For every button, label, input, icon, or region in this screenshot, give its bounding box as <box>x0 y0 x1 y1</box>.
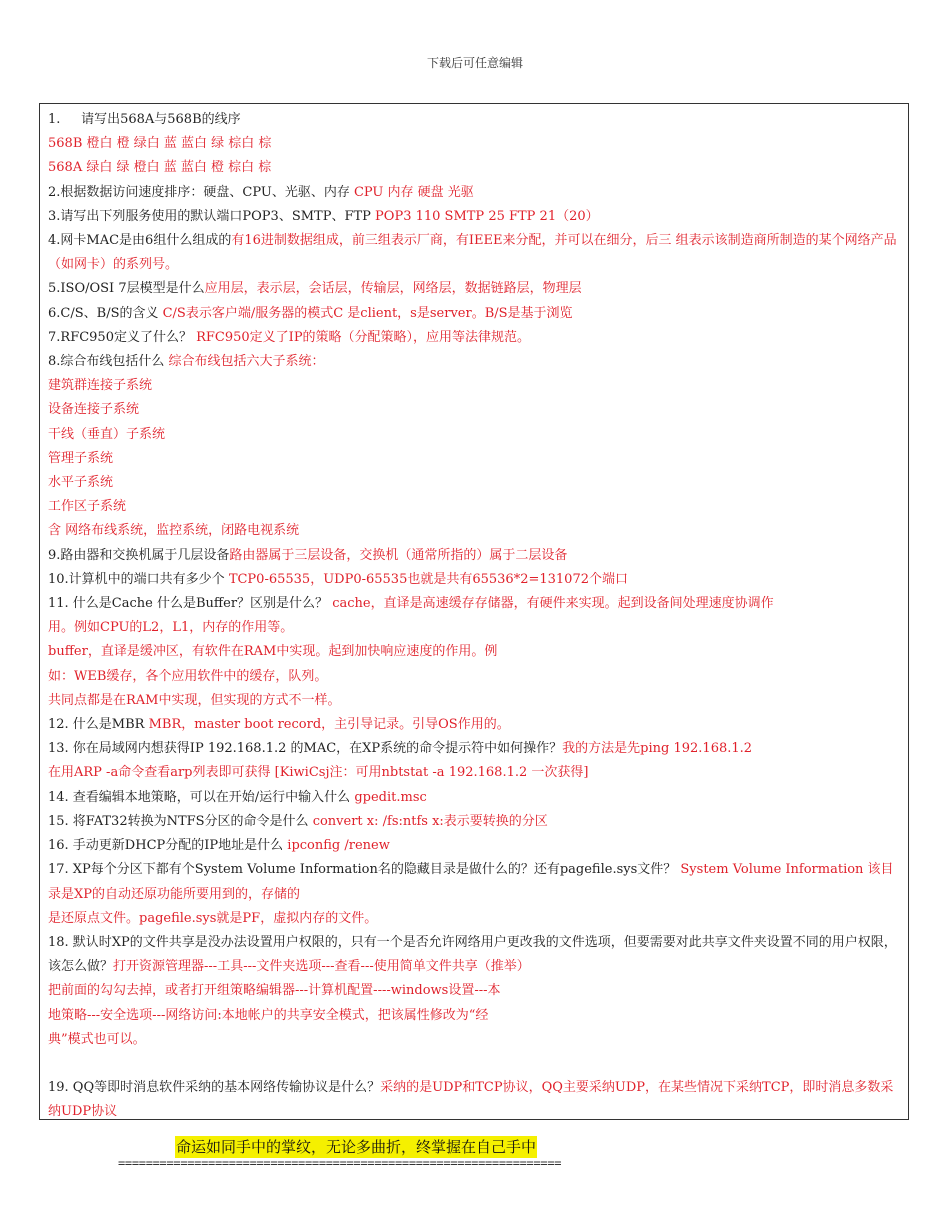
answer-text: C/S表示客户端/服务器的模式C 是client，s是server。B/S是基于浏览 <box>162 305 573 321</box>
answer-text: 打开资源管理器---工具---文件夹选项---查看---使用简单文件共享（推举） <box>113 959 530 975</box>
footer-motto: 命运如同手中的掌纹，无论多曲折，终掌握在自己手中 <box>176 1138 537 1156</box>
qa-line <box>48 108 900 132</box>
answer-text: 建筑群连接子系统 <box>48 378 153 394</box>
answer-text: ipconfig /renew <box>287 838 390 854</box>
qa-line <box>48 834 900 858</box>
answer-text: 水平子系统 <box>48 475 114 491</box>
question-text: 13. 你在局域网内想获得IP 192.168.1.2 的MAC，在XP系统的命令提示符中如何操作？ <box>48 741 563 757</box>
answer-text: 干线（垂直）子系统 <box>48 426 166 442</box>
qa-line <box>48 592 900 616</box>
question-text: 18. 默认时XP的文件共享是没办法设置用户权限的，只有一个是否允许网络用户更改我的文件选项，但要需要对此共享文件夹设置不同的用户权限，该怎么做？ <box>48 934 897 975</box>
answer-text: 典”模式也可以。 <box>48 1031 146 1047</box>
answer-text: POP3 110 SMTP 25 FTP 21（20） <box>375 208 599 224</box>
question-text: 5.ISO/OSI 7层模型是什么 <box>48 281 205 297</box>
qa-line <box>48 398 900 422</box>
answer-text: 路由器属于三层设备，交换机（通常所指的）属于二层设备 <box>229 547 568 563</box>
question-text: 3.请写出下列服务使用的默认端口POP3、SMTP、FTP <box>48 208 376 224</box>
answer-text: System Volume Information 该目录是XP的自动还原功能所要用到的，存储的 <box>48 862 894 902</box>
qa-line <box>48 737 900 761</box>
question-text: 8.综合布线包括什么 <box>48 354 169 370</box>
question-text: 7.RFC950定义了什么？ <box>48 329 197 345</box>
answer-text: RFC950定义了IP的策略（分配策略），应用等法律规范。 <box>196 329 531 345</box>
answer-text: cache，直译是高速缓存存储器，有硬件来实现。起到设备间处理速度协调作 <box>332 596 774 612</box>
qa-line <box>48 544 900 568</box>
answer-text: 管理子系统 <box>48 450 114 466</box>
qa-line <box>48 1004 900 1028</box>
question-text: 19. QQ等即时消息软件采纳的基本网络传输协议是什么？ <box>48 1080 381 1096</box>
answer-text: 我的方法是先ping 192.168.1.2 <box>562 741 753 757</box>
answer-text: 在用ARP -a命令查看arp列表即可获得 [KiwiCsj注：可用nbtstat -a 192.168.1.2 一次获得] <box>48 765 589 781</box>
answer-text: 采纳的是UDP和TCP协议，QQ主要采纳UDP，在某些情况下采纳TCP，即时消息多数采纳UDP协议 <box>48 1080 894 1120</box>
qa-line <box>48 907 900 931</box>
answer-text: 含 网络布线系统，监控系统，闭路电视系统 <box>48 523 300 539</box>
question-text: 10.计算机中的端口共有多少个 <box>48 571 229 587</box>
qa-line <box>48 495 900 519</box>
qa-line <box>48 1052 900 1076</box>
qa-line <box>48 1076 900 1124</box>
answer-text: 568B 橙白 橙 绿白 蓝 蓝白 绿 棕白 棕 <box>48 136 272 152</box>
answer-text: 应用层，表示层，会话层，传输层，网络层，数据链路层，物理层 <box>204 281 582 297</box>
answer-text: 如：WEB缓存，各个应用软件中的缓存，队列。 <box>48 668 328 684</box>
answer-text: 是还原点文件。pagefile.sys就是PF，虚拟内存的文件。 <box>48 910 378 926</box>
question-text: 2.根据数据访问速度排序：硬盘、CPU、光驱、内存 <box>48 184 354 200</box>
qa-line <box>48 689 900 713</box>
qa-line <box>48 156 900 180</box>
qa-line <box>48 277 900 301</box>
answer-text: 工作区子系统 <box>48 499 127 515</box>
qa-line <box>48 326 900 350</box>
answer-text: buffer，直译是缓冲区，有软件在RAM中实现。起到加快响应速度的作用。例 <box>48 644 498 660</box>
answer-text: 设备连接子系统 <box>48 402 140 418</box>
question-text: 4.网卡MAC是由6组什么组成的 <box>48 233 232 249</box>
qa-line <box>48 423 900 447</box>
qa-line <box>48 205 900 229</box>
qa-line <box>48 447 900 471</box>
question-text: 17. XP每个分区下都有个System Volume Information名的隐藏目录是做什么的？还有pagefile.sys文件？ <box>48 862 681 878</box>
question-text: 15. 将FAT32转换为NTFS分区的命令是什么 <box>48 813 313 829</box>
answer-text: 568A 绿白 绿 橙白 蓝 蓝白 橙 棕白 棕 <box>48 160 272 176</box>
qa-line <box>48 665 900 689</box>
qa-line <box>48 858 900 906</box>
question-text: 11. 什么是Cache 什么是Buffer？区别是什么？ <box>48 596 333 612</box>
footer-divider: ================================================================ <box>118 1156 562 1170</box>
qa-line <box>48 374 900 398</box>
qa-content-box <box>39 103 909 1120</box>
qa-line <box>48 810 900 834</box>
answer-text: 共同点都是在RAM中实现，但实现的方式不一样。 <box>48 692 341 708</box>
qa-line <box>48 132 900 156</box>
question-text: 12. 什么是MBR <box>48 717 149 733</box>
qa-line <box>48 302 900 326</box>
answer-text: CPU 内存 硬盘 光驱 <box>353 184 474 200</box>
qa-line <box>48 229 900 277</box>
question-text: 1. 请写出568A与568B的线序 <box>48 112 241 127</box>
qa-line <box>48 350 900 374</box>
qa-line <box>48 640 900 664</box>
qa-line <box>48 761 900 785</box>
qa-line <box>48 181 900 205</box>
qa-line <box>48 616 900 640</box>
answer-text: 用。例如CPU的L2，L1，内存的作用等。 <box>48 620 294 636</box>
qa-line <box>48 979 900 1003</box>
page-header: 下载后可任意编辑 <box>426 56 523 70</box>
qa-line <box>48 931 900 979</box>
qa-line <box>48 1028 900 1052</box>
answer-text: TCP0-65535，UDP0-65535也就是共有65536*2=131072个端口 <box>228 571 628 587</box>
qa-line <box>48 786 900 810</box>
answer-text: 综合布线包括六大子系统： <box>168 354 325 370</box>
qa-line <box>48 713 900 737</box>
answer-text: 有16进制数据组成，前三组表示厂商，有IEEE来分配，并可以在细分，后三 组表示该制造商所制造的某个网络产品（如网卡）的系列号。 <box>48 233 897 273</box>
qa-line <box>48 471 900 495</box>
answer-text: 把前面的勾勾去掉，或者打开组策略编辑器---计算机配置----windows设置---本 <box>48 983 501 999</box>
qa-line <box>48 568 900 592</box>
question-text: 14. 查看编辑本地策略，可以在开始/运行中输入什么 <box>48 789 355 805</box>
question-text: 6.C/S、B/S的含义 <box>48 305 163 321</box>
answer-text: 地策略---安全选项---网络访问:本地帐户的共享安全模式，把该属性修改为“经 <box>48 1007 489 1023</box>
question-text: 9.路由器和交换机属于几层设备 <box>48 547 230 563</box>
answer-text: MBR，master boot record，主引导记录。引导OS作用的。 <box>148 717 510 733</box>
answer-text: convert x: /fs:ntfs x:表示要转换的分区 <box>312 813 548 829</box>
answer-text: gpedit.msc <box>354 789 427 805</box>
qa-line <box>48 519 900 543</box>
question-text: 16. 手动更新DHCP分配的IP地址是什么 <box>48 838 288 854</box>
